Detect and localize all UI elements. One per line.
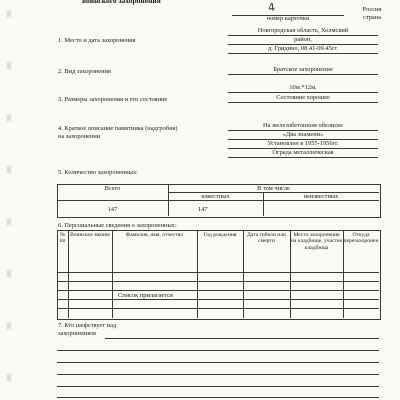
size-label: 3. Размеры захоронения и его состояние [58, 96, 168, 103]
watermark-strip [0, 0, 18, 400]
blank-line [57, 374, 379, 375]
watermark-emblem-icon: ♜ [4, 373, 14, 385]
watermark-emblem-icon: ♜ [4, 269, 14, 281]
count-label: 5. Количество захороненных: [58, 169, 138, 176]
monument-line-4: Ограда металлическая [272, 149, 334, 156]
underline [228, 102, 378, 103]
list-note: Список прилагается [118, 292, 173, 299]
monument-line-3: Установлен в 1955-1956гг. [267, 140, 339, 147]
count-total-value: 147 [107, 206, 118, 213]
monument-label-1: 4. Краткое описание памятника (надгробия) [58, 125, 178, 132]
underline [228, 53, 378, 54]
type-label: 2. Вид захоронения [58, 68, 111, 75]
personal-label: 6. Персональные сведения о захороненных: [58, 222, 177, 229]
watermark-emblem-icon: ♜ [4, 61, 14, 73]
table-rule [57, 308, 379, 309]
col-header-number: № пп [59, 232, 66, 245]
count-known-header: известных [201, 193, 230, 200]
underline [228, 74, 378, 75]
guardian-label-1: 7. Кто шефствует над [58, 322, 117, 329]
card-number-value: 4 [267, 0, 276, 15]
state-value: Состояние хорошее [276, 94, 330, 101]
table-rule [57, 290, 379, 291]
col-header-burial-place: Место захоронения на кладбище, участке кладбища [290, 232, 343, 251]
place-line-3: д. Гридино, 08.41-09.45гг. [268, 45, 338, 52]
col-header-reburied-from: Откуда перезахоронен [343, 232, 379, 245]
monument-line-2: «Два знамени» [282, 131, 324, 138]
col-header-death-date: Дата гибели или смерти [246, 232, 287, 245]
table-rule [57, 272, 379, 273]
blank-line [57, 386, 379, 387]
place-date-label: 1. Место и дата захоронения [58, 37, 136, 44]
table-rule [112, 230, 113, 318]
count-total-header: Всего [104, 185, 121, 192]
watermark-emblem-icon: ♜ [4, 217, 14, 229]
watermark-emblem-icon: ♜ [4, 165, 14, 177]
watermark-emblem-icon: ♜ [4, 113, 14, 125]
place-line-1: Новгородская область, Холмский [257, 27, 349, 34]
watermark-emblem-icon: ♜ [4, 9, 14, 21]
count-unknown-header: неизвестных [303, 193, 339, 200]
country-label: страна [363, 14, 381, 21]
document-title: воинского захоронения [82, 0, 161, 5]
underline [228, 92, 378, 93]
card-number-label: номер карточки [266, 15, 310, 22]
table-rule [197, 230, 198, 318]
blank-line [57, 362, 379, 363]
table-rule [57, 299, 379, 300]
col-header-rank: Воинское звание [70, 232, 110, 238]
table-rule [57, 281, 379, 282]
type-value: Братское захоронение [273, 66, 333, 73]
size-value: 10м.*12м. [289, 84, 317, 91]
guardian-label-2: захоронением [58, 330, 96, 337]
col-header-name: Фамилия, имя, отчество [125, 232, 184, 238]
table-rule [68, 230, 69, 318]
blank-line [57, 397, 379, 398]
monument-label-2: на захоронении [58, 133, 101, 140]
watermark-emblem-icon: ♜ [4, 321, 14, 333]
underline [228, 157, 378, 158]
blank-line [57, 350, 379, 351]
monument-line-1: На железобетонном обелиске [263, 122, 343, 129]
place-line-2: район, [294, 36, 312, 43]
country-value: Россия [362, 6, 382, 13]
col-header-birth-year: Год рождения [203, 232, 237, 238]
count-known-value: 147 [198, 206, 208, 213]
blank-line [105, 338, 379, 339]
count-incl-header: В том числе [257, 185, 290, 192]
